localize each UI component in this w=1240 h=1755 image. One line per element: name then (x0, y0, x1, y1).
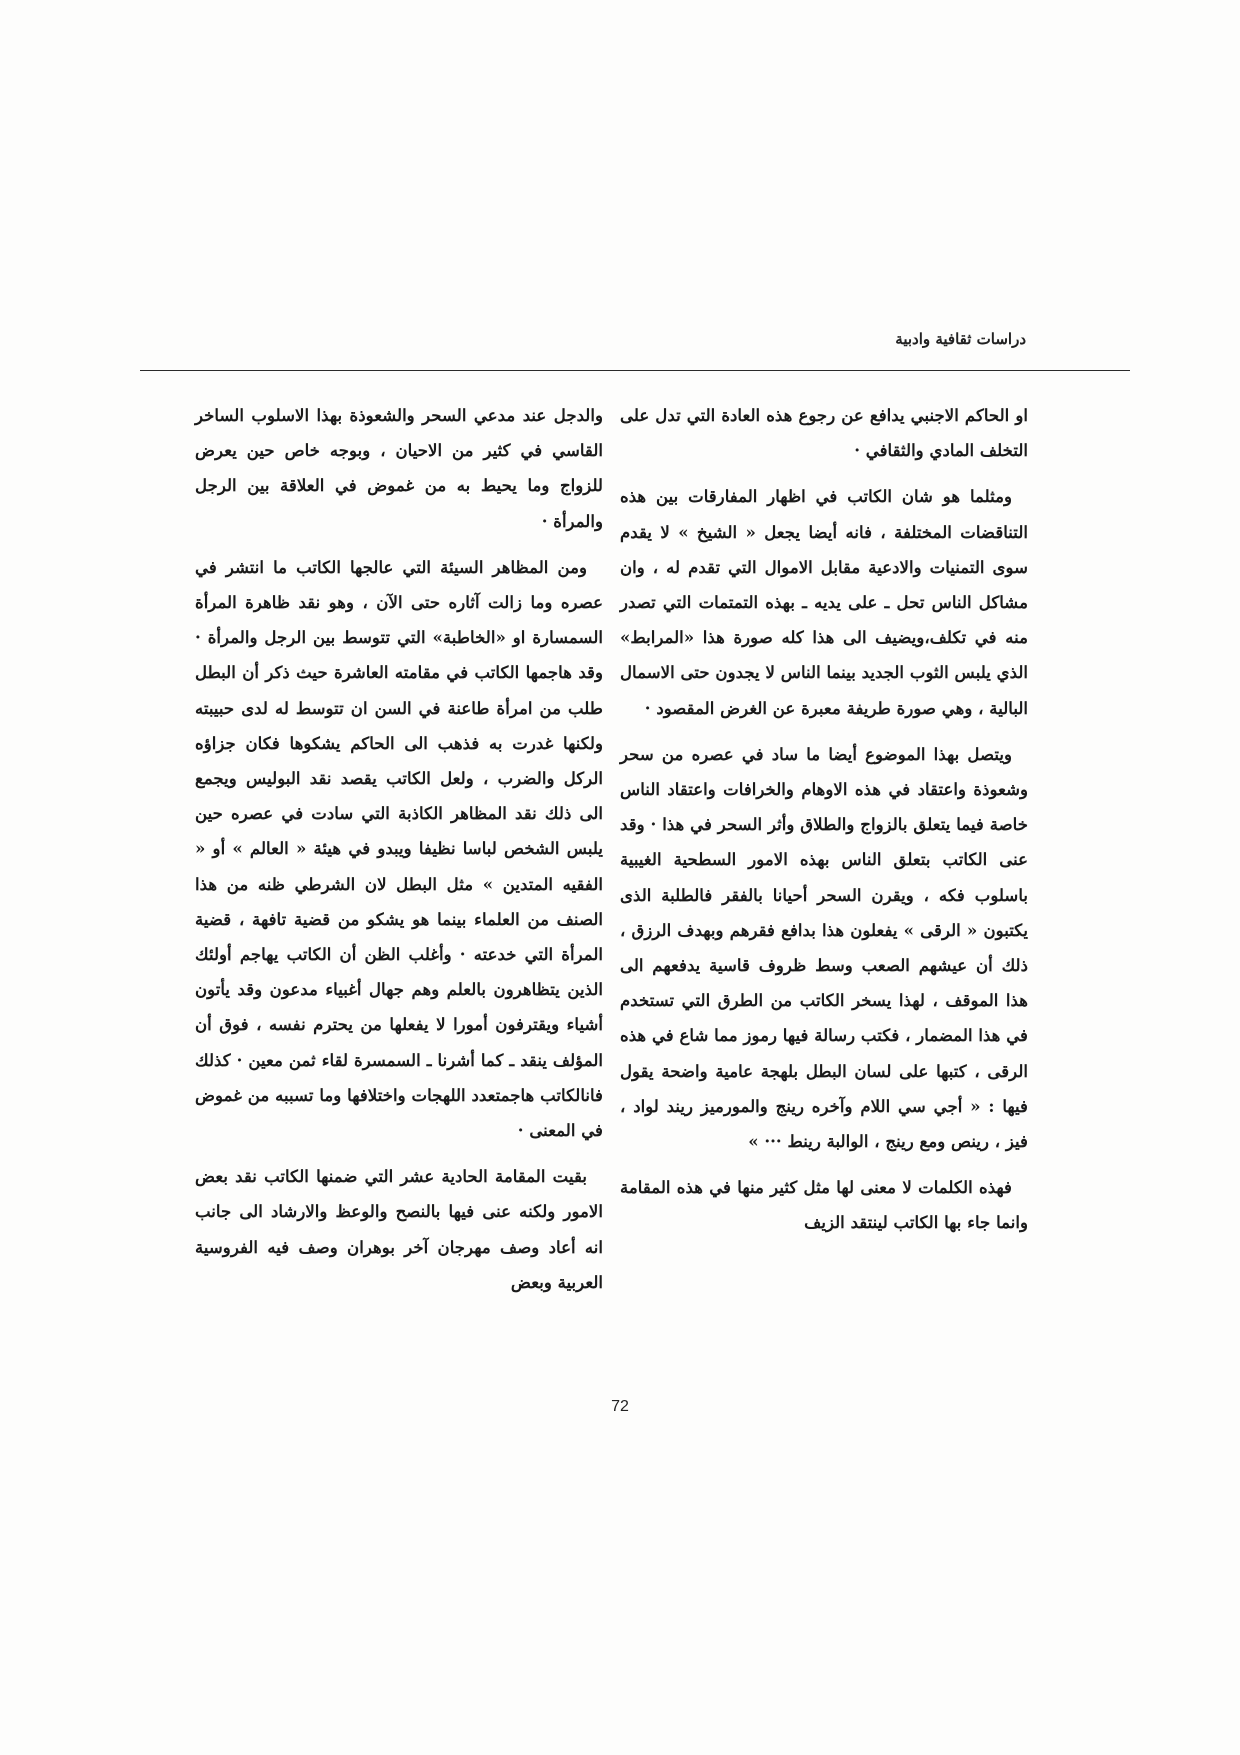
page-number: 72 (611, 1398, 629, 1415)
paragraph: ومثلما هو شان الكاتب في اظهار المفارقات بين هذه التناقضات المختلفة ، فانه أيضا يجعل « الشيخ » لا يقدم سوى التمنيات والادعية مقابل الاموال التي تقدم له ، وان مشاكل الناس تحل ـ على يديه ـ بهذه التمتمات التي تصدر منه في تكلف،ويضيف الى هذا كله صورة هذا «المرابط» الذي يلبس الثوب الجديد بينما الناس لا يجدون حتى الاسمال البالية ، وهي صورة طريفة معبرة عن الغرض المقصود · (620, 486, 1028, 718)
left-column (195, 398, 603, 1311)
paragraph: والدجل عند مدعي السحر والشعوذة بهذا الاسلوب الساخر القاسي في كثير من الاحيان ، وبوجه خاص حين يعرض للزواج وما يحيط به من غموض في العلاقة بين الرجل والمرأة · (195, 405, 603, 531)
paragraph: او الحاكم الاجنبي يدافع عن رجوع هذه العادة التي تدل على التخلف المادي والثقافي · (620, 405, 1028, 461)
running-head: دراسات ثقافية وادبية (895, 330, 1026, 348)
paragraph: ويتصل بهذا الموضوع أيضا ما ساد في عصره من سحر وشعوذة واعتقاد في هذه الاوهام والخرافات واعتقاد الناس خاصة فيما يتعلق بالزواج والطلاق وأثر السحر في هذا · وقد عنى الكاتب بتعلق الناس بهذه الامور السطحية الغيبية باسلوب فكه ، ويقرن السحر أحيانا بالفقر فالطلبة الذى يكتبون « الرقى » يفعلون هذا بدافع فقرهم وبهدف الرزق ، ذلك أن عيشهم الصعب وسط ظروف قاسية يدفعهم الى هذا الموقف ، لهذا يسخر الكاتب من الطرق التي تستخدم في هذا المضمار ، فكتب رسالة فيها رموز مما شاع في هذه الرقى ، كتبها على لسان البطل بلهجة عامية واضحة يقول فيها : « أجي سي اللام وآخره رينج والمورميز ريند لواد ، فيز ، رينص ومع رينج ، الوالبة رينط ··· » (620, 743, 1028, 1152)
header-rule (140, 370, 1130, 371)
right-column (620, 398, 1028, 1252)
paragraph: ومن المظاهر السيئة التي عالجها الكاتب ما انتشر في عصره وما زالت آثاره حتى الآن ، وهو نقد ظاهرة المرأة السمسارة او «الخاطبة» التي تتوسط بين الرجل والمرأة · وقد هاجمها الكاتب في مقامته العاشرة حيث ذكر أن البطل طلب من امرأة طاعنة في السن ان تتوسط له لدى حبيبته ولكنها غدرت به فذهب الى الحاكم يشكوها فكان جزاؤه الركل والضرب ، ولعل الكاتب يقصد نقد البوليس ويجمع الى ذلك نقد المظاهر الكاذبة التي سادت في عصره حين يلبس الشخص لباسا نظيفا ويبدو في هيئة « العالم » أو « الفقيه المتدين » مثل البطل لان الشرطي ظنه من هذا الصنف من العلماء بينما هو يشكو من قضية تافهة ، قضية المرأة التي خدعته · وأغلب الظن أن الكاتب يهاجم أولئك الذين يتظاهرون بالعلم وهم جهال أغبياء مدعون وقد يأتون أشياء ويقترفون أمورا لا يفعلها من يحترم نفسه ، فوق أن المؤلف ينقد ـ كما أشرنا ـ السمسرة لقاء ثمن معين · كذلك فانالكاتب هاجمتعدد اللهجات واختلافها وما تسببه من غموض في المعنى · (195, 556, 603, 1141)
paragraph: فهذه الكلمات لا معنى لها مثل كثير منها في هذه المقامة وانما جاء بها الكاتب لينتقد الزيف (620, 1177, 1028, 1233)
paragraph: بقيت المقامة الحادية عشر التي ضمنها الكاتب نقد بعض الامور ولكنه عنى فيها بالنصح والوعظ والارشاد الى جانب انه أعاد وصف مهرجان آخر بوهران وصف فيه الفروسية العربية وبعض (195, 1166, 603, 1292)
